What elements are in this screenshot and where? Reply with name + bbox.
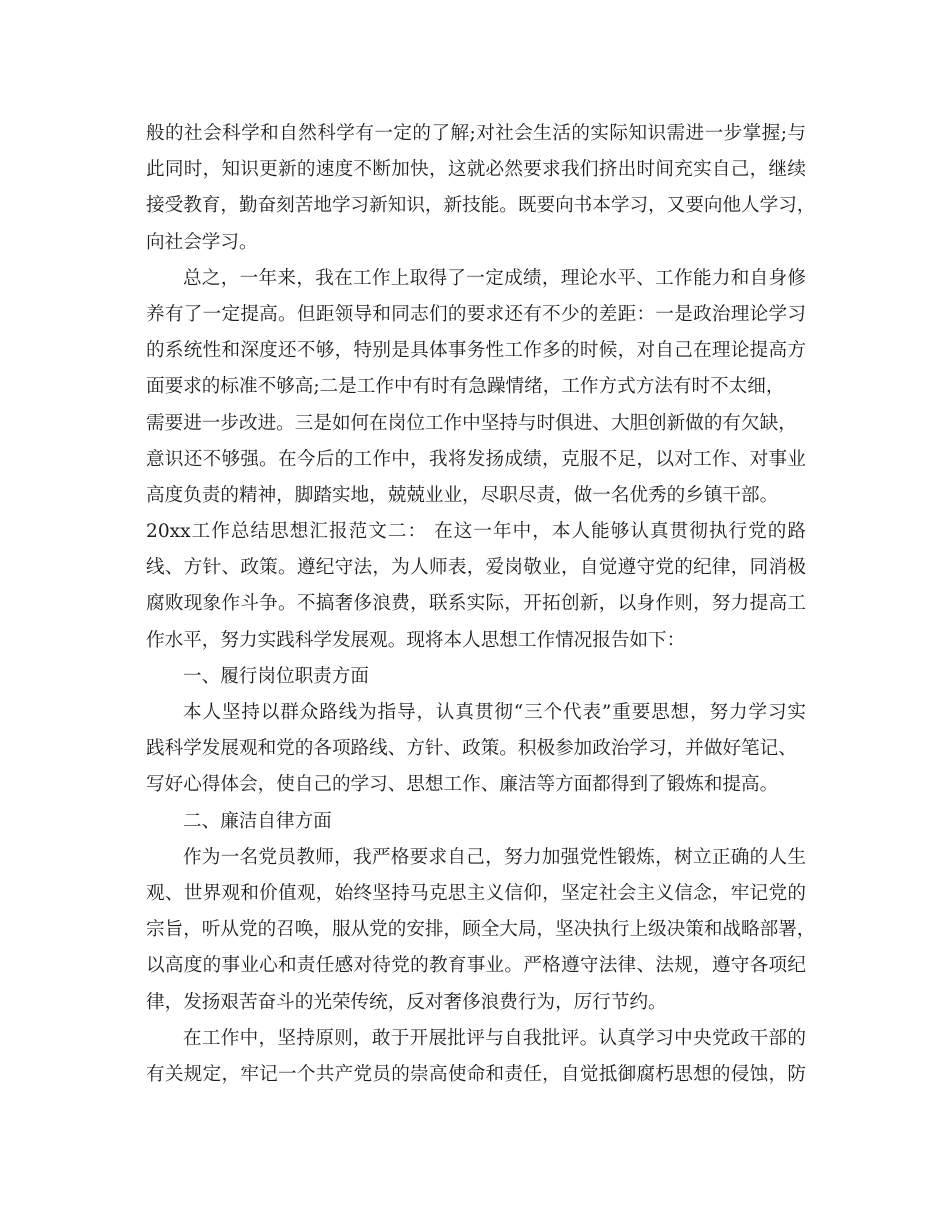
text-line: 以高度的事业心和责任感对待党的教育事业。严格遵守法律、法规，遵守各项纪 xyxy=(146,955,806,977)
text-line: 律，发扬艰苦奋斗的光荣传统，反对奢侈浪费行为，厉行节约。 xyxy=(146,991,667,1013)
text-line: 在工作中，坚持原则，敢于开展批评与自我批评。认真学习中央党政干部的 xyxy=(183,1027,806,1049)
text-line: 般的社会科学和自然科学有一定的了解;对社会生活的实际知识需进一步掌握;与 xyxy=(146,123,806,144)
text-line: 一、履行岗位职责方面 xyxy=(183,665,369,687)
text-line: 本人坚持以群众路线为指导，认真贯彻“三个代表”重要思想，努力学习实 xyxy=(183,702,806,723)
text-line: 二、廉洁自律方面 xyxy=(183,810,332,832)
text-line: 践科学发展观和党的各项路线、方针、政策。积极参加政治学习，并做好笔记、 xyxy=(146,738,797,760)
text-line: 有关规定，牢记一个共产党员的崇高使命和责任，自觉抵御腐朽思想的侵蚀，防 xyxy=(146,1063,806,1085)
text-line: 需要进一步改进。三是如何在岗位工作中坚持与时俱进、大胆创新做的有欠缺， xyxy=(146,412,797,434)
text-line: 面要求的标准不够高;二是工作中有时有急躁情绪，工作方式方法有时不太细， xyxy=(146,376,785,398)
text-line: 写好心得体会，使自己的学习、思想工作、廉洁等方面都得到了锻炼和提高。 xyxy=(146,774,779,796)
text-line: 作水平，努力实践科学发展观。现将本人思想工作情况报告如下： xyxy=(146,629,686,651)
text-line: 意识还不够强。在今后的工作中，我将发扬成绩，克服不足，以对工作、对事业 xyxy=(146,448,806,470)
text-line: 20xx工作总结思想汇报范文二： 在这一年中，本人能够认真贯彻执行党的路 xyxy=(146,521,806,543)
text-line: 作为一名党员教师，我严格要求自己，努力加强党性锻炼，树立正确的人生 xyxy=(183,846,806,868)
text-line: 接受教育，勤奋刻苦地学习新知识，新技能。既要向书本学习，又要向他人学习， xyxy=(146,195,816,217)
text-line: 高度负责的精神，脚踏实地，兢兢业业，尽职尽责，做一名优秀的乡镇干部。 xyxy=(146,484,779,506)
text-line: 总之，一年来，我在工作上取得了一定成绩，理论水平、工作能力和自身修 xyxy=(183,267,806,289)
text-line: 宗旨，听从党的召唤，服从党的安排，顾全大局，坚决执行上级决策和战略部署， xyxy=(146,919,816,941)
text-line: 此同时，知识更新的速度不断加快，这就必然要求我们挤出时间充实自己，继续 xyxy=(146,159,806,181)
text-line: 腐败现象作斗争。不搞奢侈浪费，联系实际，开拓创新，以身作则，努力提高工 xyxy=(146,593,806,615)
document-body xyxy=(146,116,816,1093)
text-line: 养有了一定提高。但距领导和同志们的要求还有不少的差距：一是政治理论学习 xyxy=(146,303,806,325)
text-line: 线、方针、政策。遵纪守法，为人师表，爱岗敬业，自觉遵守党的纪律，同消极 xyxy=(146,557,806,579)
text-line: 观、世界观和价值观，始终坚持马克思主义信仰，坚定社会主义信念，牢记党的 xyxy=(146,882,806,904)
text-line: 的系统性和深度还不够，特别是具体事务性工作多的时候，对自己在理论提高方 xyxy=(146,340,806,362)
text-line: 向社会学习。 xyxy=(146,231,258,253)
